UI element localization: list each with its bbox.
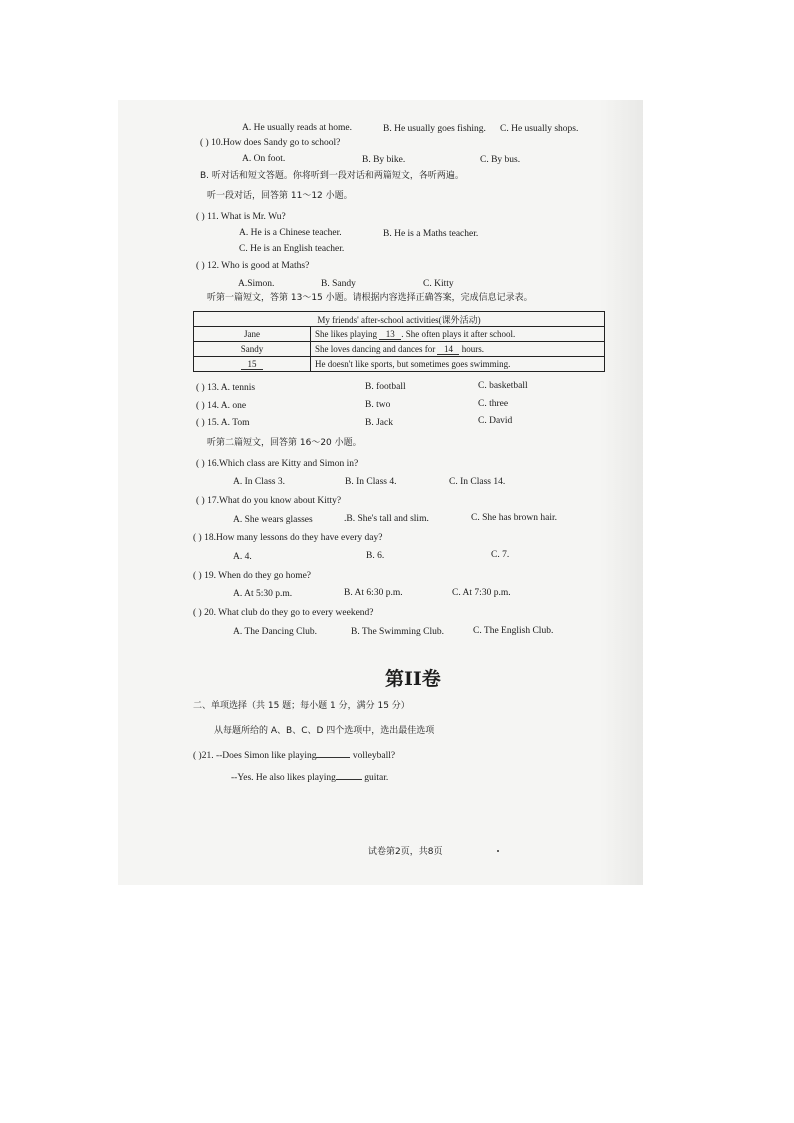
q19-option-b[interactable]: B. At 6:30 p.m.: [344, 588, 403, 598]
q13-question[interactable]: ( ) 13. A. tennis: [196, 383, 256, 393]
q9-option-b[interactable]: B. He usually goes fishing.: [383, 124, 486, 134]
table-row: [194, 357, 605, 372]
q12-option-c[interactable]: C. Kitty: [423, 279, 454, 289]
page-footer: 试卷第2页，共8页: [368, 847, 443, 857]
q11-question: ( ) 11. What is Mr. Wu?: [196, 212, 286, 222]
after-school-activities-table: [193, 311, 605, 372]
q15-question[interactable]: ( ) 15. A. Tom: [196, 418, 250, 428]
q21-line1: [193, 751, 395, 762]
q16-option-a[interactable]: A. In Class 3.: [233, 477, 285, 487]
table-row: [194, 327, 605, 342]
q18-option-c[interactable]: C. 7.: [491, 550, 510, 560]
q12-option-b[interactable]: B. Sandy: [321, 279, 356, 289]
q18-option-a[interactable]: A. 4.: [233, 552, 252, 562]
q14-option-c[interactable]: C. three: [478, 399, 509, 409]
blank-13[interactable]: 13: [379, 329, 401, 340]
q16-option-c[interactable]: C. In Class 14.: [449, 477, 506, 487]
passage1-intro: 听第一篇短文，答第 13～15 小题。请根据内容选择正确答案，完成信息记录表。: [207, 293, 533, 303]
q14-option-b[interactable]: B. two: [365, 400, 391, 410]
part2-heading: 二、单项选择（共 15 题；每小题 1 分，满分 15 分）: [193, 701, 410, 711]
table-title-row: [194, 312, 605, 327]
q19-question: ( ) 19. When do they go home?: [193, 571, 312, 581]
q21-text: volleyball?: [350, 751, 396, 761]
q9-option-c[interactable]: C. He usually shops.: [500, 124, 579, 134]
q13-option-b[interactable]: B. football: [365, 382, 406, 392]
blank-15[interactable]: 15: [241, 359, 263, 370]
q15-option-c[interactable]: C. David: [478, 416, 513, 426]
q17-question: ( ) 17.What do you know about Kitty?: [196, 496, 342, 506]
q14-question[interactable]: ( ) 14. A. one: [196, 401, 247, 411]
blank-14[interactable]: 14: [437, 344, 459, 355]
q17-option-c[interactable]: C. She has brown hair.: [471, 513, 558, 523]
table-title: My friends' after-school activities(课外活动): [194, 312, 605, 327]
table-cell-activity: [311, 327, 605, 342]
q18-option-b[interactable]: B. 6.: [366, 551, 385, 561]
table-cell-activity: He doesn't like sports, but sometimes goes swimming.: [311, 357, 605, 372]
q13-option-c[interactable]: C. basketball: [478, 381, 528, 391]
q16-question: ( ) 16.Which class are Kitty and Simon in?: [196, 459, 359, 469]
table-text: She likes playing: [315, 328, 380, 339]
table-row: [194, 342, 605, 357]
volume-title: 第II卷: [385, 668, 441, 690]
q11-option-c[interactable]: C. He is an English teacher.: [239, 244, 345, 254]
q10-option-a[interactable]: A. On foot.: [242, 154, 286, 164]
q21-line2: [231, 773, 388, 784]
q16-option-b[interactable]: B. In Class 4.: [345, 477, 397, 487]
table-cell-name: Sandy: [194, 342, 311, 357]
table-text: She loves dancing and dances for: [315, 343, 438, 354]
q19-option-c[interactable]: C. At 7:30 p.m.: [452, 588, 511, 598]
stray-dot: [497, 850, 499, 852]
table-cell-name: Jane: [194, 327, 311, 342]
q15-option-b[interactable]: B. Jack: [365, 418, 393, 428]
q21-text: ( )21. --Does Simon like playing: [193, 751, 317, 761]
part2-instruction: 从每题所给的 A、B、C、D 四个选项中，选出最佳选项: [214, 726, 435, 736]
q18-question: ( ) 18.How many lessons do they have every day?: [193, 533, 383, 543]
q11-option-b[interactable]: B. He is a Maths teacher.: [383, 229, 479, 239]
section-b-heading: B. 听对话和短文答题。你将听到一段对话和两篇短文，各听两遍。: [200, 171, 464, 181]
dialog-intro: 听一段对话，回答第 11～12 小题。: [207, 191, 353, 201]
q19-option-a[interactable]: A. At 5:30 p.m.: [233, 589, 293, 599]
q10-option-b[interactable]: B. By bike.: [362, 155, 406, 165]
q17-option-a[interactable]: A. She wears glasses: [233, 515, 313, 525]
table-cell-activity: [311, 342, 605, 357]
table-text: . She often plays it after school.: [401, 328, 516, 339]
q20-question: ( ) 20. What club do they go to every weekend?: [193, 608, 374, 618]
q12-option-a[interactable]: A.Simon.: [238, 279, 275, 289]
q20-option-a[interactable]: A. The Dancing Club.: [233, 627, 317, 637]
table-text: hours.: [459, 343, 484, 354]
q9-option-a[interactable]: A. He usually reads at home.: [242, 123, 353, 133]
q20-option-c[interactable]: C. The English Club.: [473, 626, 554, 636]
passage2-intro: 听第二篇短文，回答第 16～20 小题。: [207, 438, 362, 448]
q20-option-b[interactable]: B. The Swimming Club.: [351, 627, 444, 637]
q10-question: ( ) 10.How does Sandy go to school?: [200, 138, 341, 148]
q21-text: guitar.: [361, 773, 389, 783]
q11-option-a[interactable]: A. He is a Chinese teacher.: [239, 228, 342, 238]
q21-blank-1[interactable]: [316, 757, 350, 758]
q21-text: --Yes. He also likes playing: [231, 773, 336, 783]
table-cell-name: [194, 357, 311, 372]
scan-shadow-edge: [600, 100, 643, 885]
q17-option-b[interactable]: .B. She's tall and slim.: [344, 514, 429, 524]
q21-blank-2[interactable]: [336, 779, 362, 780]
q12-question: ( ) 12. Who is good at Maths?: [196, 261, 310, 271]
q10-option-c[interactable]: C. By bus.: [480, 155, 521, 165]
